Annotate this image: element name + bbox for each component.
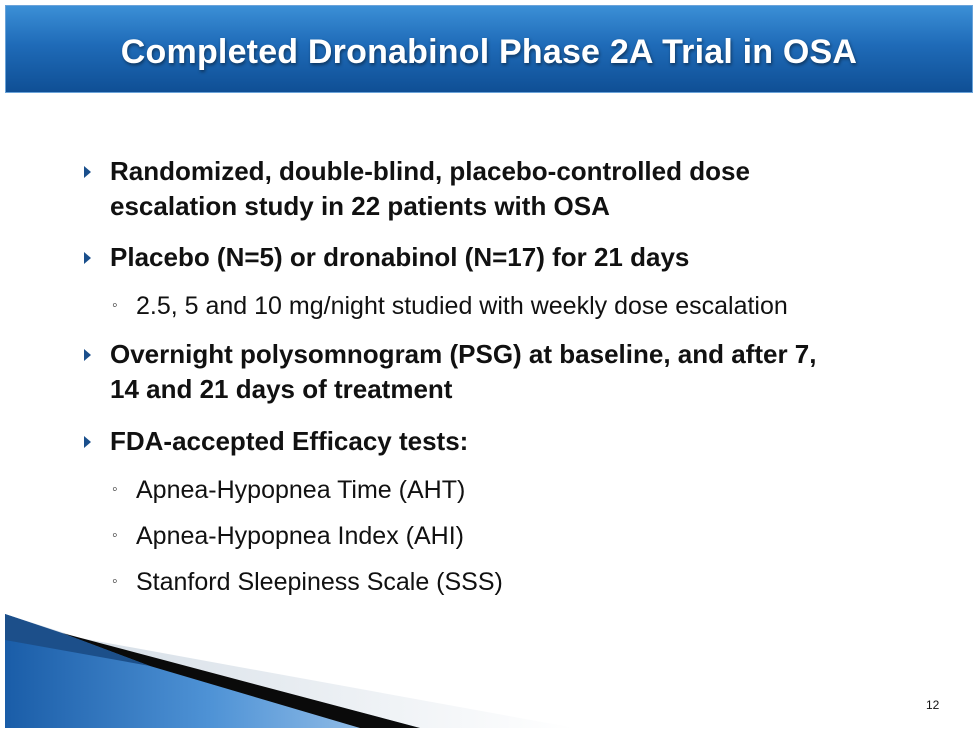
- sub-bullet-text: Apnea-Hypopnea Index (AHI): [136, 522, 464, 550]
- bullet-text-line: FDA-accepted Efficacy tests:: [110, 426, 469, 456]
- arrow-bullet-icon: [84, 166, 91, 178]
- bullet-text-line: 14 and 21 days of treatment: [110, 374, 453, 404]
- circle-bullet-icon: ◦: [112, 297, 118, 314]
- bullet-text-line: escalation study in 22 patients with OSA: [110, 191, 610, 221]
- bullet-text-line: Randomized, double-blind, placebo-controlled dose: [110, 156, 750, 186]
- circle-bullet-icon: ◦: [112, 481, 118, 498]
- bullet-text-line: Placebo (N=5) or dronabinol (N=17) for 21 days: [110, 242, 690, 272]
- arrow-bullet-icon: [84, 349, 91, 361]
- sub-bullet-text: Apnea-Hypopnea Time (AHT): [136, 476, 466, 504]
- arrow-bullet-icon: [84, 436, 91, 448]
- sub-bullet-text: Stanford Sleepiness Scale (SSS): [136, 568, 503, 596]
- bullet-text-line: Overnight polysomnogram (PSG) at baseline, and after 7,: [110, 339, 817, 369]
- decorative-swoosh: [0, 600, 620, 735]
- sub-bullet-text: 2.5, 5 and 10 mg/night studied with weekly dose escalation: [136, 292, 788, 320]
- slide-title: Completed Dronabinol Phase 2A Trial in OSA: [120, 33, 858, 71]
- circle-bullet-icon: ◦: [112, 527, 118, 544]
- page-number: 12: [926, 698, 940, 712]
- arrow-bullet-icon: [84, 252, 91, 264]
- circle-bullet-icon: ◦: [112, 573, 118, 590]
